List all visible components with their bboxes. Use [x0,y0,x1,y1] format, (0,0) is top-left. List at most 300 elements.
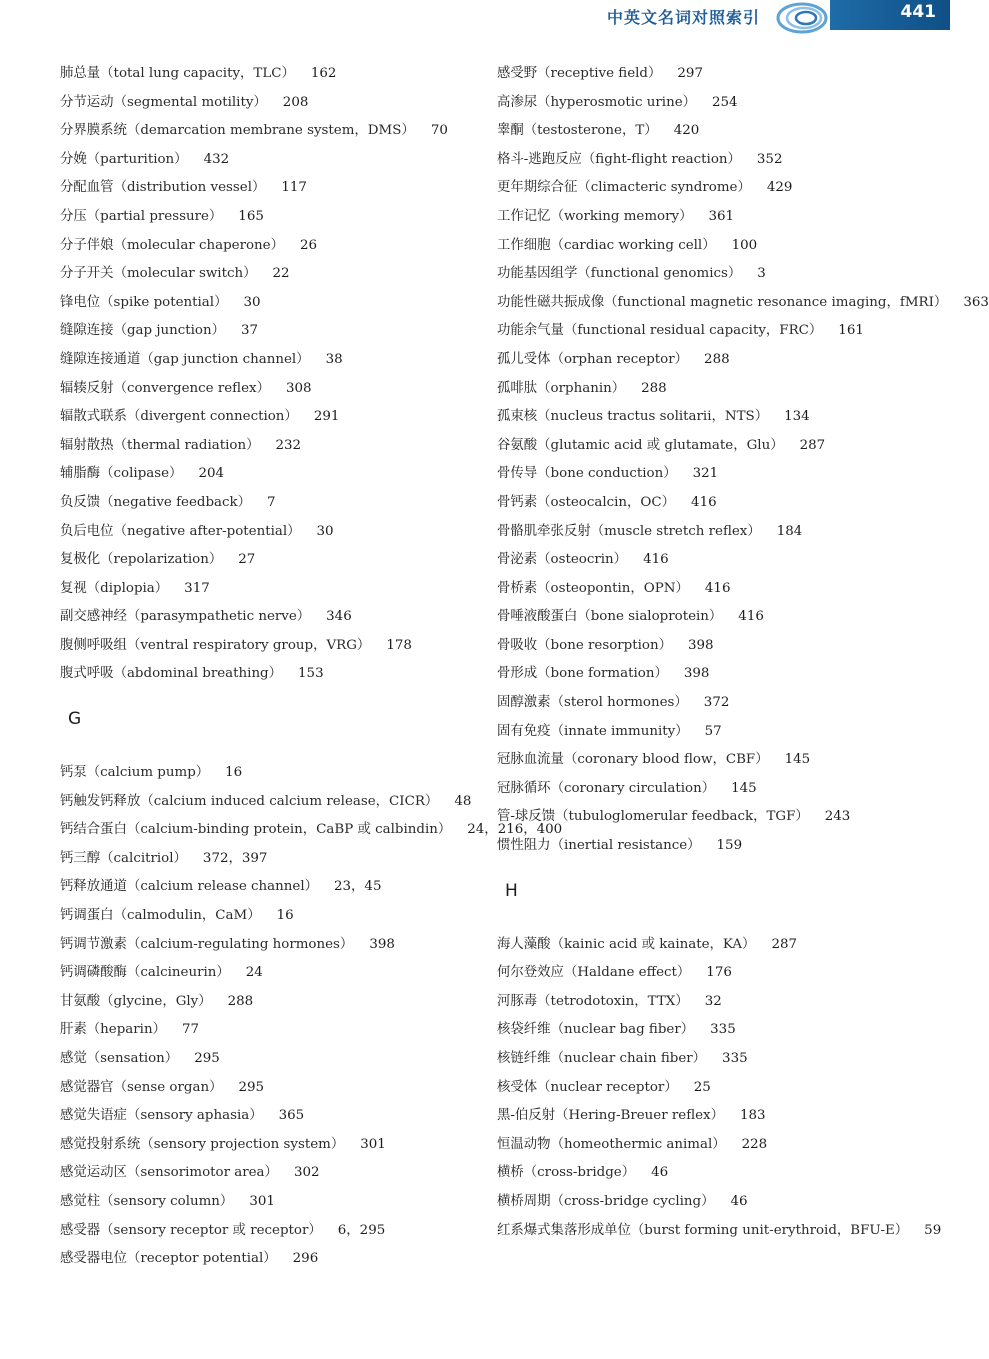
index-entry [60,546,500,575]
index-entry [60,1016,500,1045]
index-term-zh: 格斗-逃跑反应 [497,151,582,167]
index-term-en: （coronary blood flow，CBF） [563,752,769,768]
index-term-en: （molecular chaperone） [113,237,284,253]
index-page-ref: 420 [673,123,700,139]
index-term-zh: 分压 [60,208,87,224]
index-entry [60,60,500,89]
index-term-zh: 功能基因组学 [497,266,578,282]
index-term-en: （repolarization） [100,552,223,568]
index-term-zh: 黑-伯反射 [497,1108,556,1124]
index-page-ref: 16 [225,765,243,781]
index-page-ref: 295 [238,1079,265,1095]
section-letter-g: G [68,709,82,730]
index-page-ref: 228 [741,1136,768,1152]
index-entry [497,689,937,718]
index-entry [60,988,500,1017]
index-entry [60,289,500,318]
index-page-ref: 3 [757,266,766,282]
index-page-ref: 165 [238,208,264,224]
index-term-zh: 复极化 [60,552,101,568]
index-term-zh: 河豚毒 [497,993,538,1009]
index-term-zh: 感觉运动区 [60,1165,127,1181]
index-term-en: （osteocrin） [537,552,628,568]
index-entry [60,1131,500,1160]
index-entry [497,1131,937,1160]
index-page-ref: 117 [281,180,307,196]
index-term-zh: 钙三醇 [60,850,101,866]
index-entry [60,460,500,489]
index-entry [60,432,500,461]
index-term-zh: 感觉柱 [60,1193,101,1209]
index-term-zh: 骨桥素 [497,580,538,596]
index-page-ref: 27 [238,552,256,568]
index-page-ref: 321 [692,466,719,482]
index-entry [60,518,500,547]
index-term-zh: 辅脂酶 [60,466,101,482]
index-page-ref: 308 [285,380,312,396]
index-entry [60,260,500,289]
index-page-ref: 363 [963,294,989,310]
swirl-logo-icon [770,0,830,38]
index-page-ref: 335 [722,1051,748,1066]
index-term-en: （colipase） [100,466,183,482]
index-page-ref: 6，295 [337,1222,386,1238]
index-term-zh: 钙结合蛋白 [60,822,127,838]
index-term-zh: 横桥 [497,1165,524,1181]
index-entry [497,803,937,832]
index-entry [497,375,937,404]
index-entry [497,988,937,1017]
index-entry [497,1102,937,1131]
index-page-ref: 59 [924,1222,942,1238]
index-page-ref: 287 [771,936,798,952]
index-entry [497,632,937,661]
index-term-zh: 孤儿受体 [497,351,551,367]
index-page-ref: 208 [282,94,309,110]
index-entry [497,146,937,175]
index-page-ref: 134 [784,409,810,425]
header-band [830,0,950,30]
index-term-en: （inertial resistance） [550,838,701,854]
index-term-en: （bone sialoprotein） [577,609,723,625]
index-page-ref: 37 [240,323,259,339]
running-header-title: 中英文名词对照索引 [606,8,760,27]
index-term-zh: 睾酮 [497,123,524,139]
index-term-en: （climacteric syndrome） [577,180,751,196]
index-entry [60,146,500,175]
index-page-ref: 416 [643,552,669,568]
index-page-ref: 184 [776,523,803,539]
index-page-ref: 288 [641,380,667,396]
index-term-en: （calcitriol） [100,850,187,866]
index-page-ref: 297 [677,66,703,81]
index-term-zh: 钙触发钙释放 [60,793,141,809]
page-number: 441 [900,2,936,22]
index-term-zh: 骨骼肌牵张反射 [497,523,591,539]
index-term-en: （cross-bridge cycling） [550,1193,715,1209]
left-entries-before [60,60,500,689]
index-term-en: （parturition） [86,151,188,167]
index-term-zh: 骨钙素 [497,494,538,510]
index-entry [497,746,937,775]
index-term-zh: 冠脉血流量 [497,752,564,768]
index-term-zh: 骨形成 [497,666,538,682]
index-page-ref: 429 [766,180,793,196]
index-term-zh: 分节运动 [60,94,114,110]
index-page-ref: 254 [712,94,738,110]
index-term-en: （functional residual capacity，FRC） [563,323,823,339]
index-term-en: （sterol hormones） [550,695,688,711]
index-page-ref: 287 [799,437,826,453]
index-term-zh: 红系爆式集落形成单位 [497,1222,631,1238]
index-entry [497,317,937,346]
index-page-ref: 361 [708,208,735,224]
index-entry [497,1159,937,1188]
index-term-en: （Haldane effect） [563,965,691,981]
index-page-ref: 183 [740,1108,766,1124]
index-term-en: （ventral respiratory group，VRG） [126,637,371,653]
index-entry [497,203,937,232]
index-entry [497,117,937,146]
index-term-en: （osteocalcin，OC） [537,494,676,510]
index-page-ref: 296 [292,1251,319,1267]
index-term-en: （total lung capacity，TLC） [100,66,295,81]
index-term-en: （divergent connection） [126,409,298,425]
index-entry [497,1045,937,1074]
index-term-en: （sensory column） [100,1193,234,1209]
index-entry [497,232,937,261]
index-entry [60,375,500,404]
index-page-ref: 30 [316,523,334,539]
index-entry [60,346,500,375]
right-entries-after [497,931,942,1246]
index-term-zh: 钙释放通道 [60,879,127,895]
index-term-en: （bone conduction） [537,466,677,482]
index-term-zh: 工作细胞 [497,237,551,253]
index-term-zh: 固有免疫 [497,723,551,739]
index-term-en: （orphanin） [537,380,626,396]
index-page-ref: 346 [326,609,352,625]
index-entry [60,174,500,203]
index-term-zh: 副交感神经 [60,609,127,625]
index-term-en: （tubuloglomerular feedback，TGF） [555,809,809,825]
index-entry [497,775,937,804]
index-term-zh: 孤啡肽 [497,380,538,396]
index-term-en: （fight-flight reaction） [581,151,741,167]
index-entry [60,603,500,632]
index-term-zh: 负反馈 [60,494,101,510]
index-term-zh: 感受器电位 [60,1251,127,1267]
index-term-en: （gap junction） [113,323,225,339]
index-term-en: （sensory projection system） [140,1136,345,1152]
index-term-zh: 功能余气量 [497,323,564,339]
index-entry [60,873,500,902]
index-term-en: （nuclear bag fiber） [550,1022,695,1038]
index-entry [497,575,937,604]
index-entry [497,174,937,203]
index-page-ref: 46 [730,1193,748,1209]
index-term-zh: 缝隙连接通道 [60,351,141,367]
index-entry [497,931,937,960]
index-entry [60,403,500,432]
index-term-en: （Hering-Breuer reflex） [555,1108,724,1124]
index-page-ref: 416 [691,494,717,510]
index-page-ref: 24 [245,965,263,981]
index-page-ref: 159 [716,838,743,854]
index-term-en: （muscle stretch reflex） [590,523,761,539]
index-term-en: （calcium-regulating hormones） [126,936,354,952]
index-term-zh: 核链纤维 [497,1051,551,1066]
index-term-zh: 核袋纤维 [497,1022,551,1038]
index-term-en: （cross-bridge） [523,1165,636,1181]
index-page-ref: 70 [430,123,448,139]
index-entry [497,718,937,747]
index-term-en: （diplopia） [86,580,169,596]
index-term-zh: 谷氨酸 [497,437,538,453]
index-term-en: （parasympathetic nerve） [126,609,311,625]
index-entry [497,460,937,489]
index-entry [60,1188,500,1217]
index-page-ref: 352 [756,151,783,167]
index-term-en: （sensation） [86,1051,179,1066]
index-term-zh: 何尔登效应 [497,965,564,981]
index-entry [60,1074,500,1103]
index-term-zh: 分子伴娘 [60,237,114,253]
index-page-ref: 161 [838,323,864,339]
index-page-ref: 372 [703,695,730,711]
index-term-en: （bone resorption） [537,637,672,653]
index-term-en: （heparin） [86,1022,166,1038]
section-letter-h: H [505,880,518,901]
index-entry [497,660,937,689]
index-entry [497,959,937,988]
index-page-ref: 302 [293,1165,320,1181]
index-entry [60,788,500,817]
index-entry [60,902,500,931]
index-entry [60,489,500,518]
index-entry [60,632,500,661]
index-entry [497,832,937,861]
index-page-ref: 288 [704,351,730,367]
index-term-en: （homeothermic animal） [550,1136,726,1152]
index-entry [60,959,500,988]
index-page-ref: 7 [267,494,276,510]
index-entry [60,1159,500,1188]
index-term-zh: 腹侧呼吸组 [60,637,127,653]
index-term-en: （abdominal breathing） [113,666,283,682]
index-term-en: （testosterone，T） [523,123,658,139]
index-term-zh: 固醇激素 [497,695,551,711]
index-term-zh: 辐射散热 [60,437,114,453]
index-page-ref: 232 [275,437,302,453]
index-term-zh: 钙泵 [60,765,87,781]
index-term-zh: 更年期综合征 [497,180,578,196]
index-entry [60,845,500,874]
index-entry [60,317,500,346]
index-term-en: （calcineurin） [126,965,230,981]
index-term-en: （spike potential） [100,294,228,310]
index-term-en: （sense organ） [113,1079,223,1095]
index-page-ref: 162 [310,66,337,81]
index-entry [60,759,500,788]
index-term-zh: 锋电位 [60,294,101,310]
index-page-ref: 176 [706,965,732,981]
index-term-en: （osteopontin，OPN） [537,580,689,596]
index-page-ref: 46 [651,1165,669,1181]
index-term-en: （gap junction channel） [140,351,310,367]
index-page-ref: 372，397 [202,850,268,866]
index-page-ref: 317 [184,580,210,596]
index-entry [497,1074,937,1103]
index-term-zh: 辐辏反射 [60,380,114,396]
index-entry [497,1217,942,1246]
index-term-zh: 钙调节激素 [60,936,127,952]
index-term-zh: 核受体 [497,1079,538,1095]
index-term-zh: 海人藻酸 [497,936,551,952]
index-term-zh: 钙调蛋白 [60,908,114,924]
index-term-en: （partial pressure） [86,208,223,224]
index-term-zh: 功能性磁共振成像 [497,294,605,310]
index-term-zh: 缝隙连接 [60,323,114,339]
index-page-ref: 24，216，400 [467,822,563,838]
index-term-zh: 腹式呼吸 [60,666,114,682]
index-page-ref: 16 [276,908,294,924]
index-term-en: （receptor potential） [126,1251,277,1267]
index-entry [497,432,937,461]
index-page-ref: 335 [710,1022,736,1038]
index-term-en: （convergence reflex） [113,380,270,396]
index-term-en: （glycine，Gly） [100,993,212,1009]
index-term-zh: 工作记忆 [497,208,551,224]
index-term-en: （nuclear receptor） [537,1079,678,1095]
index-page-ref: 432 [203,151,230,167]
index-entry [497,346,937,375]
index-term-zh: 恒温动物 [497,1136,551,1152]
index-term-zh: 骨吸收 [497,637,538,653]
index-term-en: （tetrodotoxin，TTX） [537,993,689,1009]
index-term-en: （distribution vessel） [113,180,266,196]
index-term-en: （negative after-potential） [113,523,301,539]
index-term-zh: 骨唾液酸蛋白 [497,609,578,625]
index-term-en: （burst forming unit-erythroid，BFU-E） [630,1222,909,1238]
index-entry [497,489,937,518]
index-term-en: （receptive field） [537,66,662,81]
index-entry [497,289,989,318]
index-term-en: （cardiac working cell） [550,237,716,253]
index-term-en: （calcium-binding protein，CaBP 或 calbindin） [126,822,452,838]
page-header [0,0,950,38]
index-term-zh: 分娩 [60,151,87,167]
index-page-ref: 301 [360,1136,386,1152]
index-entry [497,1188,937,1217]
index-entry [497,60,937,89]
index-term-zh: 感受器 [60,1222,101,1238]
index-page-ref: 32 [704,993,722,1009]
index-page-ref: 57 [704,723,722,739]
index-page-ref: 291 [313,409,340,425]
index-term-zh: 高渗尿 [497,94,538,110]
index-term-en: （sensorimotor area） [126,1165,278,1181]
index-term-zh: 分界膜系统 [60,123,127,139]
index-entry [497,603,937,632]
index-term-zh: 感受野 [497,66,538,81]
index-page-ref: 416 [738,609,764,625]
index-term-en: （calcium pump） [86,765,210,781]
index-page-ref: 48 [454,793,472,809]
index-entry [60,203,500,232]
index-term-zh: 负后电位 [60,523,114,539]
index-entry [60,232,500,261]
index-term-zh: 感觉投射系统 [60,1136,141,1152]
index-entry [497,518,937,547]
index-term-zh: 肝素 [60,1022,87,1038]
index-term-en: （bone formation） [537,666,668,682]
index-term-en: （functional magnetic resonance imaging，fMRI） [604,294,948,310]
index-page-ref: 398 [687,637,714,653]
index-page-ref: 301 [249,1193,275,1209]
index-term-en: （coronary circulation） [550,780,716,796]
index-entry [497,1016,937,1045]
index-term-en: （hyperosmotic urine） [537,94,697,110]
index-term-en: （segmental motility） [113,94,267,110]
index-entry [60,931,500,960]
index-term-zh: 孤束核 [497,409,538,425]
index-term-en: （calcium release channel） [126,879,318,895]
index-entry [497,403,937,432]
index-entry [60,1102,500,1131]
index-term-zh: 肺总量 [60,66,101,81]
index-term-en: （working memory） [550,208,693,224]
index-term-en: （demarcation membrane system，DMS） [126,123,415,139]
index-entry [497,546,937,575]
index-term-zh: 横桥周期 [497,1193,551,1209]
index-entry [60,660,500,689]
index-entry [60,89,500,118]
index-page-ref: 77 [181,1022,200,1038]
index-term-en: （nuclear chain fiber） [550,1051,707,1066]
index-page-ref: 288 [227,993,254,1009]
index-term-en: （calcium induced calcium release，CICR） [140,793,439,809]
index-term-en: （sensory aphasia） [126,1108,263,1124]
right-entries-before [497,60,989,861]
index-entry [60,1217,500,1246]
index-term-zh: 复视 [60,580,87,596]
index-term-en: （glutamic acid 或 glutamate，Glu） [537,437,784,453]
index-page-ref: 23，45 [334,879,382,895]
index-term-en: （molecular switch） [113,266,257,282]
index-term-zh: 感觉器官 [60,1079,114,1095]
index-page-ref: 100 [731,237,758,253]
index-term-en: （orphan receptor） [550,351,689,367]
index-page-ref: 398 [369,936,395,952]
index-page-ref: 145 [731,780,757,796]
index-page-ref: 25 [693,1079,711,1095]
index-page-ref: 204 [198,466,224,482]
index-term-en: （calmodulin，CaM） [113,908,261,924]
index-term-zh: 惯性阻力 [497,838,551,854]
index-page-ref: 295 [194,1051,220,1066]
index-term-en: （negative feedback） [100,494,252,510]
index-term-en: （nucleus tractus solitarii，NTS） [537,409,769,425]
index-page-ref: 38 [325,351,343,367]
index-term-zh: 骨泌素 [497,552,538,568]
index-entry [60,117,500,146]
index-term-zh: 感觉 [60,1051,87,1066]
index-term-en: （kainic acid 或 kainate，KA） [550,936,756,952]
index-page-ref: 30 [243,294,261,310]
index-term-zh: 辐散式联系 [60,409,127,425]
index-entry [60,575,500,604]
